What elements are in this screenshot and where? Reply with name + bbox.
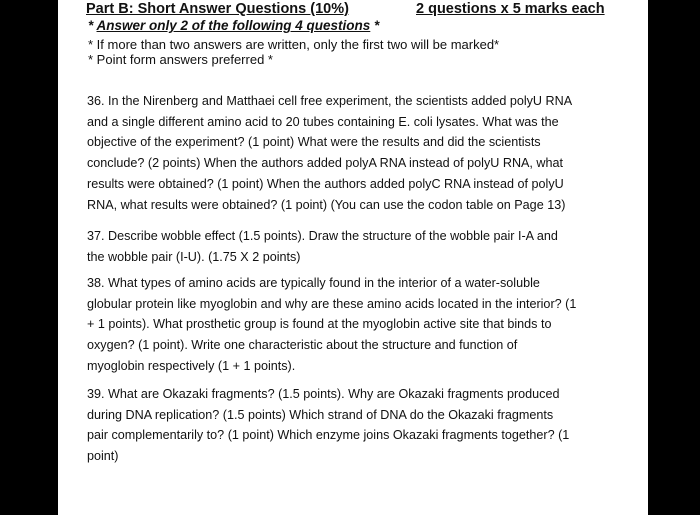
instruction-marking-rule: * If more than two answers are written, only the first two will be marked* (88, 37, 500, 52)
question-line: and a single different amino acid to 20 tubes containing E. coli lysates. What was the (87, 114, 559, 129)
question-line: oxygen? (1 point). Write one characteristic about the structure and function of (87, 338, 518, 353)
question-line: myoglobin respectively (1 + 1 points). (87, 358, 296, 373)
question-36 (87, 91, 622, 215)
question-line: the wobble pair (I-U). (1.75 X 2 points) (87, 249, 301, 264)
instruction-answer-format: * Point form answers preferred * (88, 52, 273, 67)
question-line: + 1 points). What prosthetic group is found at the myoglobin active site that binds to (87, 317, 552, 332)
question-line: objective of the experiment? (1 point) What were the results and did the scientists (87, 135, 541, 150)
question-37 (87, 226, 622, 267)
question-39 (87, 384, 622, 467)
question-line: RNA, what results were obtained? (1 point) (You can use the codon table on Page 13) (87, 197, 566, 212)
marks-summary: 2 questions x 5 marks each (416, 1, 605, 17)
right-screen-border (648, 0, 700, 515)
left-screen-border (0, 0, 58, 515)
question-line: 38. What types of amino acids are typically found in the interior of a water-soluble (87, 276, 540, 290)
question-line: during DNA replication? (1.5 points) Which strand of DNA do the Okazaki fragments (87, 407, 554, 422)
question-line: conclude? (2 points) When the authors added polyA RNA instead of polyU RNA, what (87, 156, 564, 171)
document-page (58, 0, 648, 515)
question-line: pair complementarily to? (1 point) Which enzyme joins Okazaki fragments together? (1 (87, 428, 570, 443)
section-title: Part B: Short Answer Questions (10%) (86, 1, 349, 17)
question-line: globular protein like myoglobin and why are these amino acids located in the interior? (1 (87, 296, 577, 311)
instruction-emphasis: Answer only 2 of the following 4 questions (96, 18, 371, 33)
question-line: 39. What are Okazaki fragments? (1.5 points). Why are Okazaki fragments produced (87, 387, 560, 401)
question-line: point) (87, 449, 119, 464)
question-line: 37. Describe wobble effect (1.5 points). Draw the structure of the wobble pair I-A and (87, 229, 558, 243)
instruction-answer-count (88, 18, 379, 33)
question-line: 36. In the Nirenberg and Matthaei cell free experiment, the scientists added polyU RNA (87, 94, 573, 108)
instruction-suffix: * (370, 18, 380, 33)
instruction-prefix: * (88, 18, 97, 33)
question-38 (87, 273, 622, 377)
question-line: results were obtained? (1 point) When the authors added polyC RNA instead of polyU (87, 176, 564, 191)
